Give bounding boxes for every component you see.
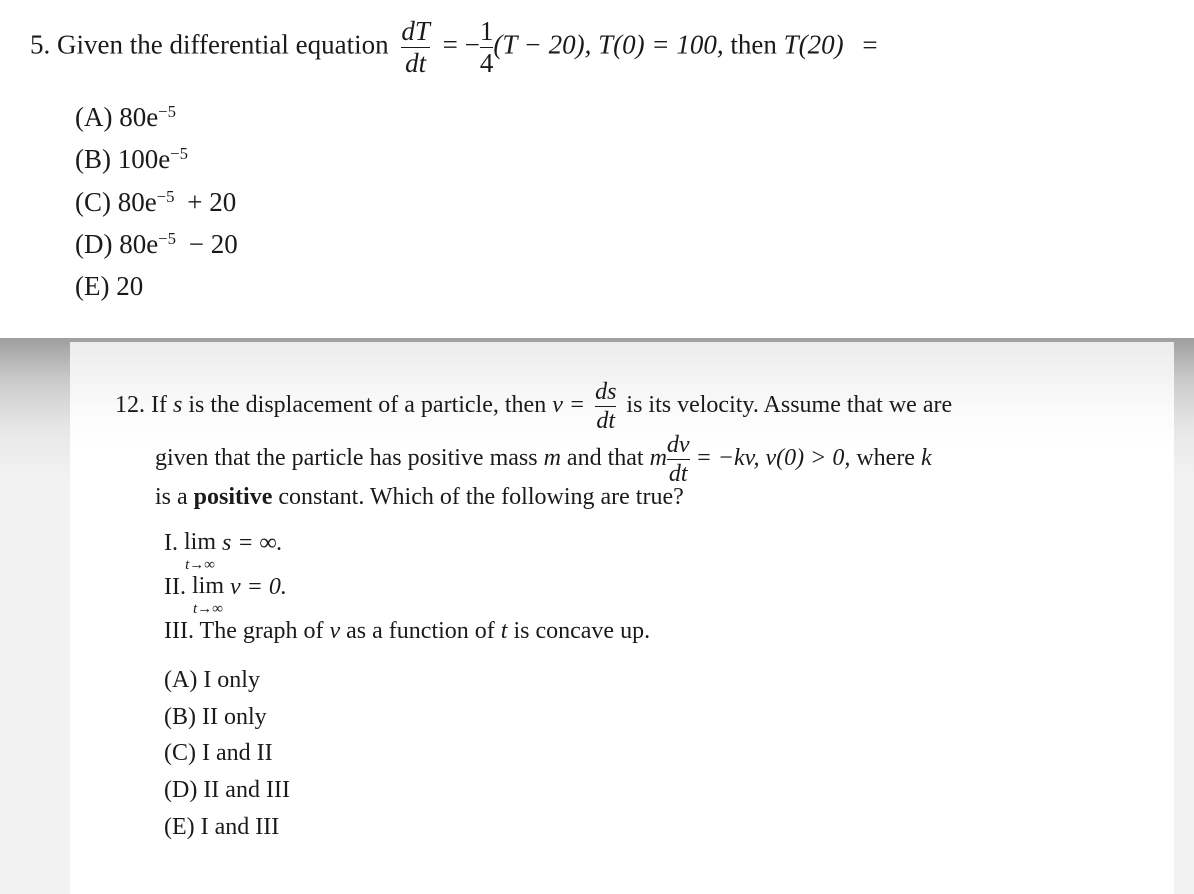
statement-body: v = 0. [230, 574, 287, 600]
initial-velocity: v(0) > 0, [765, 445, 851, 472]
fraction-denominator: dt [405, 48, 427, 78]
then-word: then [730, 29, 777, 60]
question-5-panel [0, 0, 1194, 338]
option-label: (E) [75, 271, 110, 301]
var-m: m [543, 445, 561, 472]
option-label: (C) [75, 187, 111, 217]
option-label: (B) [75, 144, 111, 174]
option-exponent: −5 [158, 101, 177, 121]
question-5-number: 5. [30, 29, 51, 60]
text: is its velocity. Assume that we are [626, 392, 953, 419]
question-12-line-1 [115, 380, 952, 433]
statement-2 [164, 574, 287, 617]
option-base: 80e [119, 102, 159, 132]
text: as a function of [346, 618, 495, 644]
target-expression: T(20) [783, 29, 844, 60]
coef-numerator: 1 [479, 16, 494, 46]
statement-1 [164, 530, 283, 573]
option-tail: + 20 [187, 187, 237, 217]
text: and that [566, 445, 644, 472]
fraction-denominator: dt [668, 461, 688, 487]
fraction-denominator: dt [596, 408, 616, 434]
var-v: v = [552, 392, 586, 419]
option-base: 80e [119, 229, 159, 259]
lim-subscript: t→∞ [185, 557, 215, 573]
option-label: (D) [75, 229, 113, 259]
fraction-numerator: dv [666, 432, 690, 458]
ode-rhs: = −kv, [695, 445, 760, 472]
text: is the displacement of a particle, then [188, 392, 547, 419]
var-v: v [329, 618, 341, 644]
text: is a [155, 484, 188, 510]
question-5-lead: Given the differential equation [57, 29, 389, 60]
one-quarter-fraction [480, 18, 494, 77]
dv-dt-fraction [667, 433, 690, 486]
dT-dt-fraction [401, 18, 430, 77]
q5-option-c[interactable] [75, 187, 236, 218]
option-base: 100e [117, 144, 171, 174]
text: If [151, 392, 167, 419]
limit-operator [184, 530, 216, 573]
emphasis-positive: positive [193, 484, 273, 510]
minus-sign: − [464, 29, 480, 60]
lim-subscript: t→∞ [193, 601, 223, 617]
question-12-number: 12. [115, 392, 145, 419]
var-t: t [500, 618, 508, 644]
statement-label: II. [164, 574, 186, 600]
text: is concave up. [513, 618, 651, 644]
option-label: (A) [75, 102, 113, 132]
initial-condition: T(0) = 100, [598, 29, 724, 60]
q12-option-b[interactable]: (B) II only [164, 704, 267, 730]
fraction-numerator: ds [595, 379, 617, 405]
option-exponent: −5 [170, 143, 189, 163]
limit-operator [192, 574, 224, 617]
question-5-stem [30, 18, 878, 77]
statement-body: s = ∞. [222, 530, 283, 556]
equals-sign: = [442, 29, 458, 60]
var-s: s [172, 392, 183, 419]
question-12-line-3 [155, 484, 684, 511]
coef-denominator: 4 [479, 48, 494, 78]
var-k: k [920, 445, 932, 472]
q12-option-d[interactable]: (D) II and III [164, 777, 290, 803]
statement-label: I. [164, 530, 178, 556]
text: constant. Which of the following are true? [278, 484, 684, 510]
final-equals: = [862, 29, 878, 60]
option-tail: − 20 [188, 229, 238, 259]
ds-dt-fraction [595, 380, 616, 433]
rhs-expression: (T − 20), [493, 29, 592, 60]
option-exponent: −5 [156, 186, 175, 206]
text: given that the particle has positive mass [155, 445, 538, 472]
q5-option-d[interactable] [75, 229, 238, 260]
statement-3 [164, 618, 650, 645]
lim-text: lim [191, 573, 224, 599]
q12-option-e[interactable]: (E) I and III [164, 814, 280, 840]
q12-option-a[interactable]: (A) I only [164, 667, 260, 693]
lim-text: lim [184, 529, 217, 555]
q12-option-c[interactable]: (C) I and II [164, 740, 273, 766]
option-base: 20 [116, 271, 144, 301]
question-12-line-2 [155, 433, 932, 486]
q5-option-e[interactable] [75, 271, 143, 302]
q5-option-a[interactable] [75, 102, 176, 133]
text: where [856, 445, 915, 472]
text: III. The graph of [164, 618, 324, 644]
fraction-numerator: dT [401, 16, 430, 46]
q5-option-b[interactable] [75, 144, 188, 175]
var-m: m [649, 445, 667, 472]
option-exponent: −5 [158, 228, 177, 248]
option-base: 80e [117, 187, 157, 217]
